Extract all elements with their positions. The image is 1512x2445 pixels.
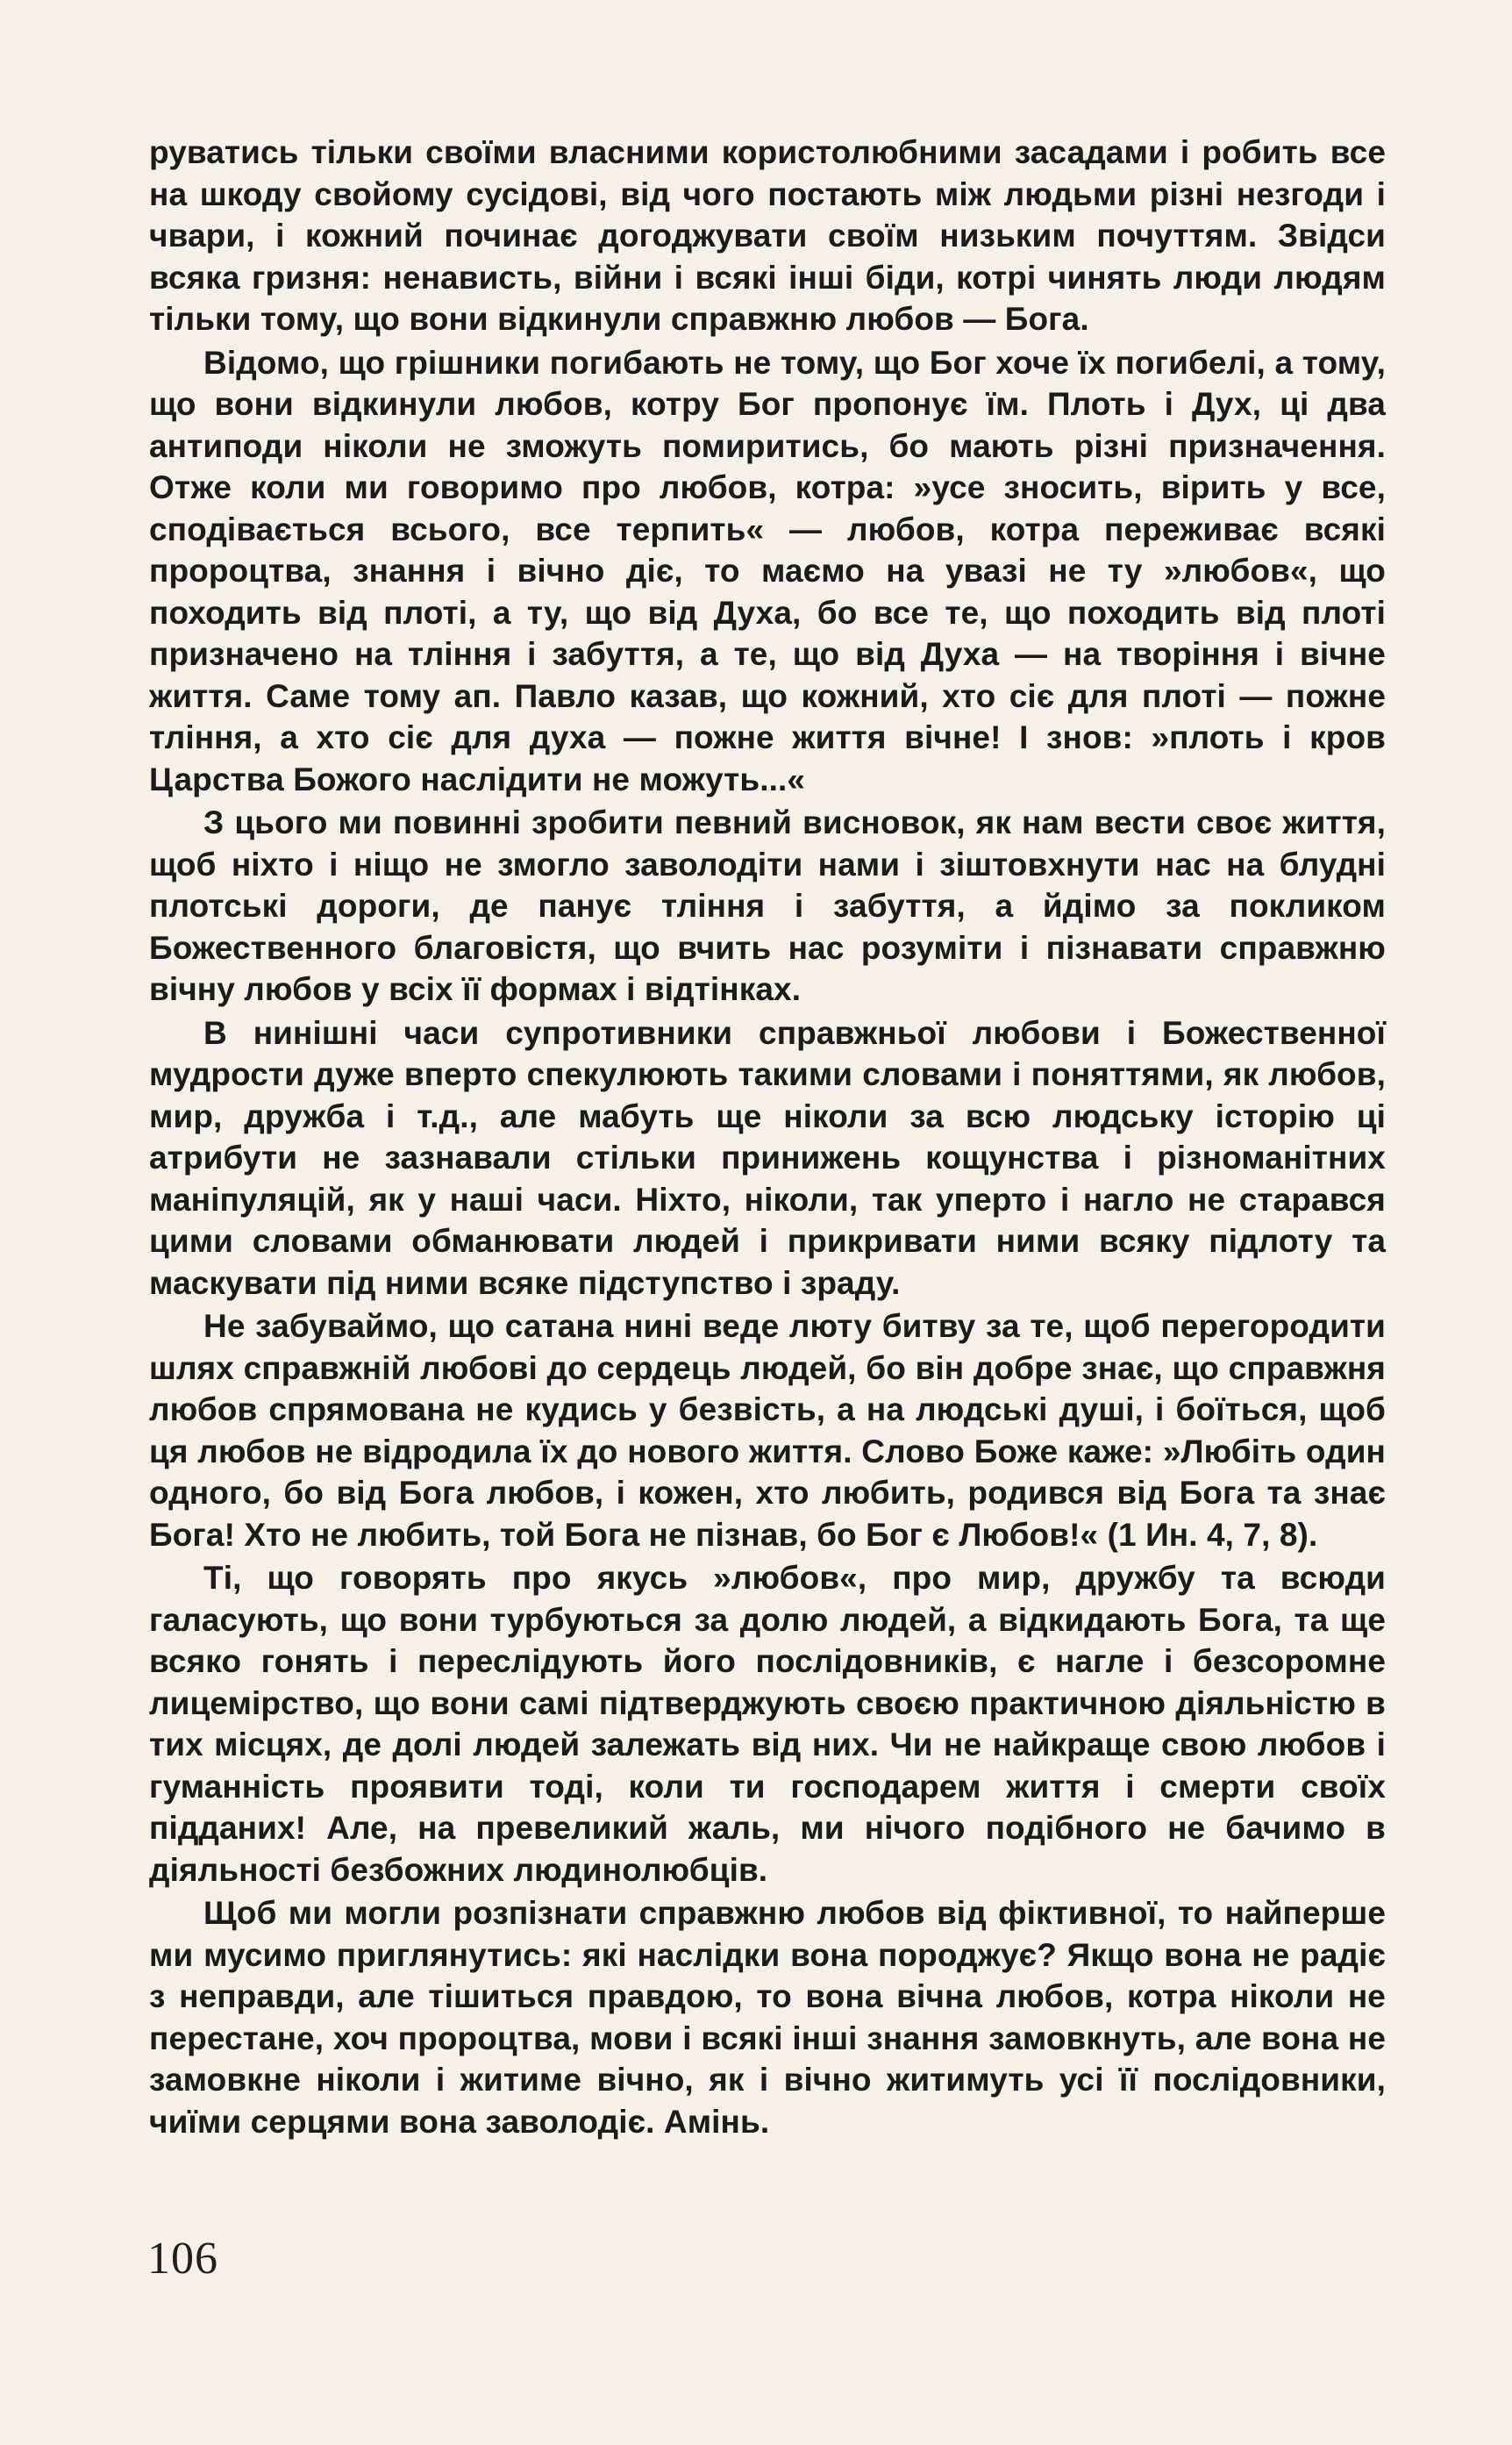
paragraph-3: З цього ми повинні зробити певний висновок, як нам вести своє життя, щоб ніхто і ніщо не змогло заволодіти нами і зіштовхнути нас на блудні плотські дороги, де панує тління і забуття, а йдімо за покликом Божественного благовістя, що вчить нас розуміти і пізнавати справжню вічну любов у всіх її формах і відтінках.: [149, 804, 1386, 1007]
page-number: 106: [147, 2234, 218, 2284]
paragraph-5: Не забуваймо, що сатана нині веде люту битву за те, щоб перегородити шлях справжній любові до сердець людей, бо він добре знає, що справжня любов спрямована не кудись у безвість, а на людські душі, і боїться, щоб ця любов не відродила їх до нового життя. Слово Боже каже: »Любіть один одного, бо від Бога любов, і кожен, хто любить, родився від Бога та знає Бога! Хто не любить, той Бога не пізнав, бо Бог є Любов!« (1 Ин. 4, 7, 8).: [149, 1308, 1386, 1553]
body-text: [149, 132, 1386, 2142]
paragraph-7: Щоб ми могли розпізнати справжню любов від фіктивної, то найперше ми мусимо приглянутись: які наслідки вона породжує? Якщо вона не радіє з неправди, але тішиться правдою, то вона вічна любов, котра ніколи не перестане, хоч пророцтва, мови і всякі інші знання замовкнуть, але вона не замовкне ніколи і житиме вічно, як і вічно житимуть усі її послідовники, чиїми серцями вона заволодіє. Амінь.: [149, 1895, 1386, 2140]
paragraph-6: Ті, що говорять про якусь »любов«, про мир, дружбу та всюди галасують, що вони турбуються за долю людей, а відкидають Бога, та ще всяко гонять і переслідують його послідовників, є нагле і безсоромне лицемірство, що вони самі підтверджують своєю практичною діяльністю в тих місцях, де долі людей залежать від них. Чи не найкраще свою любов і гуманність проявити тоді, коли ти господарем життя і смерти своїх підданих! Але, на превеликий жаль, ми нічого подібного не бачимо в діяльності безбожних людинолюбців.: [149, 1560, 1386, 1888]
paragraph-1: руватись тільки своїми власними користолюбними засадами і робить все на шкоду свойому сусідові, від чого постають між людьми різні незгоди і чвари, і кожний починає догоджувати своїм низьким почуттям. Звідси всяка гризня: ненависть, війни і всякі інші біди, котрі чинять люди людям тільки тому, що вони відкинули справжню любов — Бога.: [149, 134, 1386, 337]
paragraph-4: В нинішні часи супротивники справжньої любови і Божественної мудрости дуже вперто спекулюють такими словами і поняттями, як любов, мир, дружба і т.д., але мабуть ще ніколи за всю людську історію ці атрибути не зазнавали стільки принижень кощунства і різноманітних маніпуляцій, як у наші часи. Ніхто, ніколи, так уперто і нагло не старався цими словами обманювати людей і прикривати ними всяку підлоту та маскувати під ними всяке підступство і зраду.: [149, 1014, 1386, 1301]
paragraph-2: Відомо, що грішники погибають не тому, що Бог хоче їх погибелі, а тому, що вони відкинули любов, котру Бог пропонує їм. Плоть і Дух, ці два антиподи ніколи не зможуть помиритись, бо мають різні призначення. Отже коли ми говоримо про любов, котра: »усе зносить, вірить у все, сподівається всього, все терпить« — любов, котра переживає всякі пророцтва, знання і вічно діє, то маємо на увазі не ту »любов«, що походить від плоті, а ту, що від Духа, бо все те, що походить від плоті призначено на тління і забуття, а те, що від Духа — на творіння і вічне життя. Саме тому ап. Павло казав, що кожний, хто сіє для плоті — пожне тління, а хто сіє для духа — пожне життя вічне! І знов: »плоть і кров Царства Божого наслідити не можуть...«: [149, 344, 1386, 797]
